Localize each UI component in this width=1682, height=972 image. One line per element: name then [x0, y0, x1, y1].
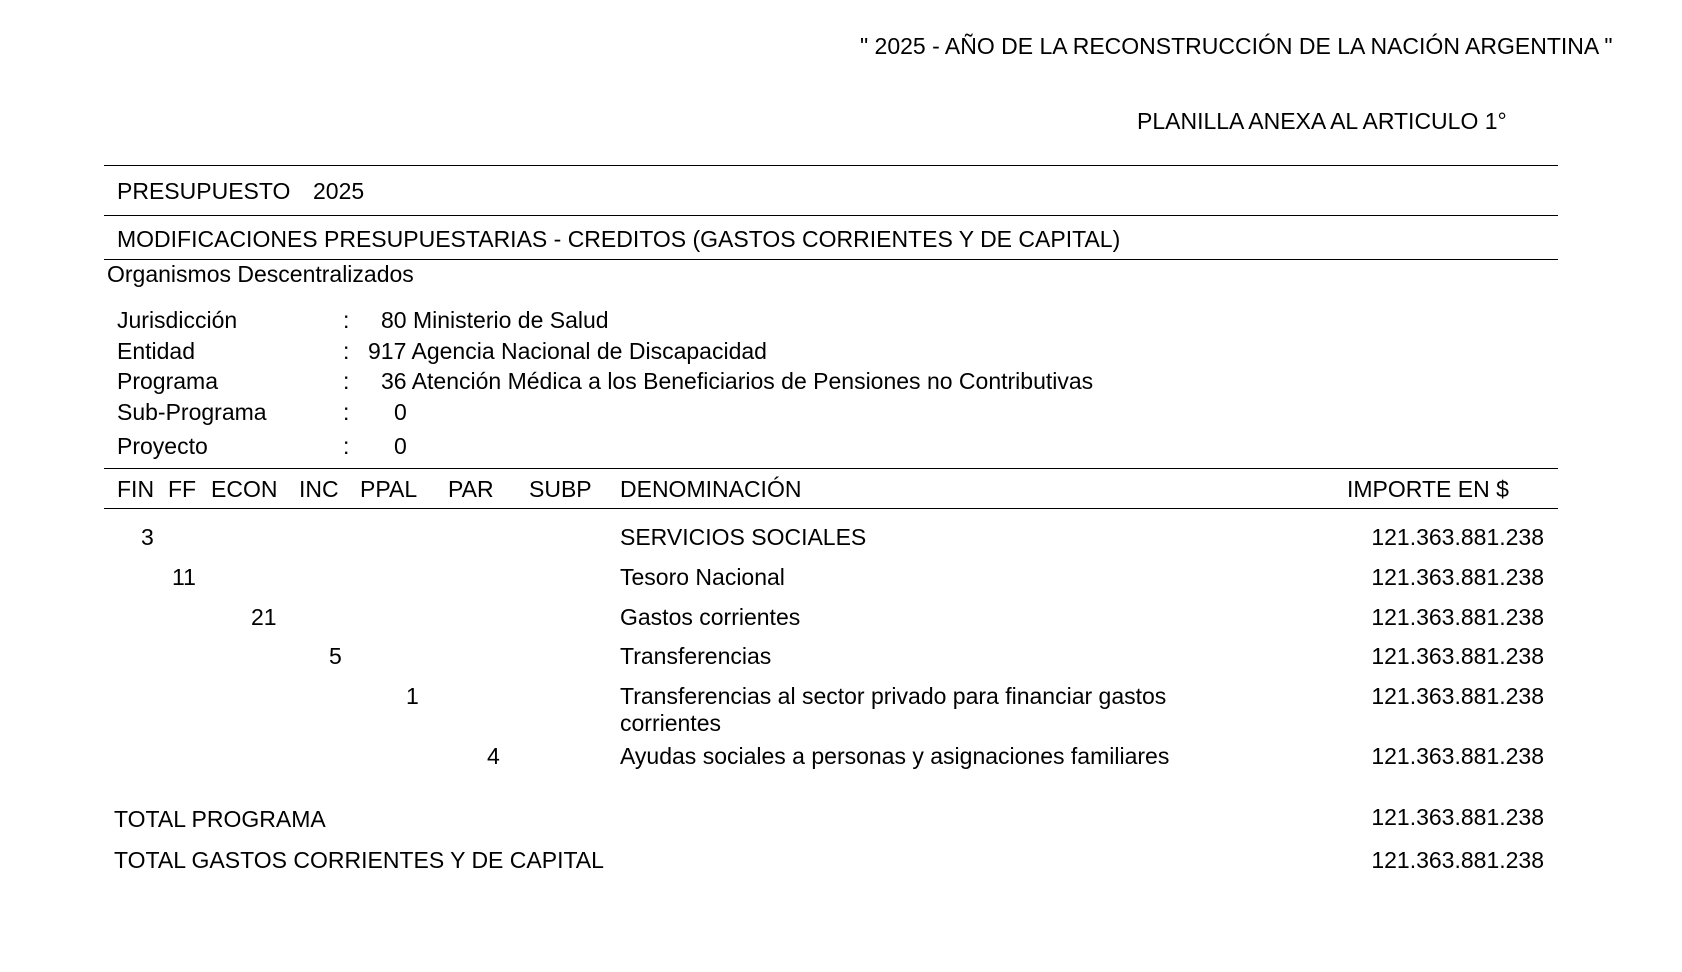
col-fin: FIN: [117, 476, 155, 502]
row-denomination: Transferencias: [620, 643, 772, 669]
project-label: Proyecto: [117, 433, 208, 459]
divider-table-header-top: [104, 468, 1558, 469]
col-subp: SUBP: [529, 476, 592, 502]
modifications-title: MODIFICACIONES PRESUPUESTARIAS - CREDITOS (GASTOS CORRIENTES Y DE CAPITAL): [117, 226, 1121, 252]
row-denomination: Tesoro Nacional: [620, 564, 785, 590]
jurisdiction-label: Jurisdicción: [117, 307, 238, 333]
row-amount: 121.363.881.238: [1371, 683, 1544, 709]
row-denomination-continued: corrientes: [620, 710, 721, 736]
organism-type: Organismos Descentralizados: [107, 261, 414, 287]
row-amount: 121.363.881.238: [1371, 604, 1544, 630]
row-denomination: Ayudas sociales a personas y asignaciones familiares: [620, 743, 1170, 769]
jurisdiction-sep: :: [343, 307, 350, 333]
row-code-econ: 21: [251, 604, 277, 630]
divider-modifications: [104, 259, 1558, 260]
total-program-label: TOTAL PROGRAMA: [114, 806, 326, 832]
divider-budget: [104, 215, 1558, 216]
row-code-par: 4: [487, 743, 500, 769]
col-amount: IMPORTE EN $: [1347, 476, 1509, 502]
project-value: 0: [394, 433, 407, 459]
program-label: Programa: [117, 368, 218, 394]
col-ff: FF: [168, 476, 197, 502]
col-inc: INC: [299, 476, 339, 502]
row-amount: 121.363.881.238: [1371, 564, 1544, 590]
row-amount: 121.363.881.238: [1371, 743, 1544, 769]
col-par: PAR: [448, 476, 494, 502]
program-sep: :: [343, 368, 350, 394]
total-expenses-amount: 121.363.881.238: [1371, 847, 1544, 873]
project-sep: :: [343, 433, 350, 459]
entity-value: 917 Agencia Nacional de Discapacidad: [368, 338, 767, 364]
jurisdiction-value: 80 Ministerio de Salud: [381, 307, 609, 333]
col-ppal: PPAL: [360, 476, 418, 502]
row-denomination: SERVICIOS SOCIALES: [620, 524, 867, 550]
col-denomination: DENOMINACIÓN: [620, 476, 802, 502]
row-code-fin: 3: [141, 524, 154, 550]
divider-top: [104, 165, 1558, 166]
row-amount: 121.363.881.238: [1371, 643, 1544, 669]
entity-label: Entidad: [117, 338, 196, 364]
col-econ: ECON: [211, 476, 278, 502]
row-amount: 121.363.881.238: [1371, 524, 1544, 550]
annex-heading: PLANILLA ANEXA AL ARTICULO 1°: [1137, 108, 1507, 134]
total-program-amount: 121.363.881.238: [1371, 804, 1544, 830]
subprogram-sep: :: [343, 399, 350, 425]
subprogram-label: Sub-Programa: [117, 399, 267, 425]
budget-label: PRESUPUESTO: [117, 178, 291, 204]
motto-heading: " 2025 - AÑO DE LA RECONSTRUCCIÓN DE LA NACIÓN ARGENTINA ": [860, 33, 1613, 59]
subprogram-value: 0: [394, 399, 407, 425]
row-denomination: Transferencias al sector privado para financiar gastos: [620, 683, 1167, 709]
budget-year: 2025: [313, 178, 365, 204]
row-code-ff: 11: [172, 564, 196, 590]
divider-table-header-bottom: [104, 508, 1558, 509]
row-code-inc: 5: [329, 643, 342, 669]
program-value: 36 Atención Médica a los Beneficiarios de Pensiones no Contributivas: [381, 368, 1094, 394]
row-denomination: Gastos corrientes: [620, 604, 801, 630]
entity-sep: :: [343, 338, 350, 364]
row-code-ppal: 1: [406, 683, 419, 709]
total-expenses-label: TOTAL GASTOS CORRIENTES Y DE CAPITAL: [114, 847, 604, 873]
